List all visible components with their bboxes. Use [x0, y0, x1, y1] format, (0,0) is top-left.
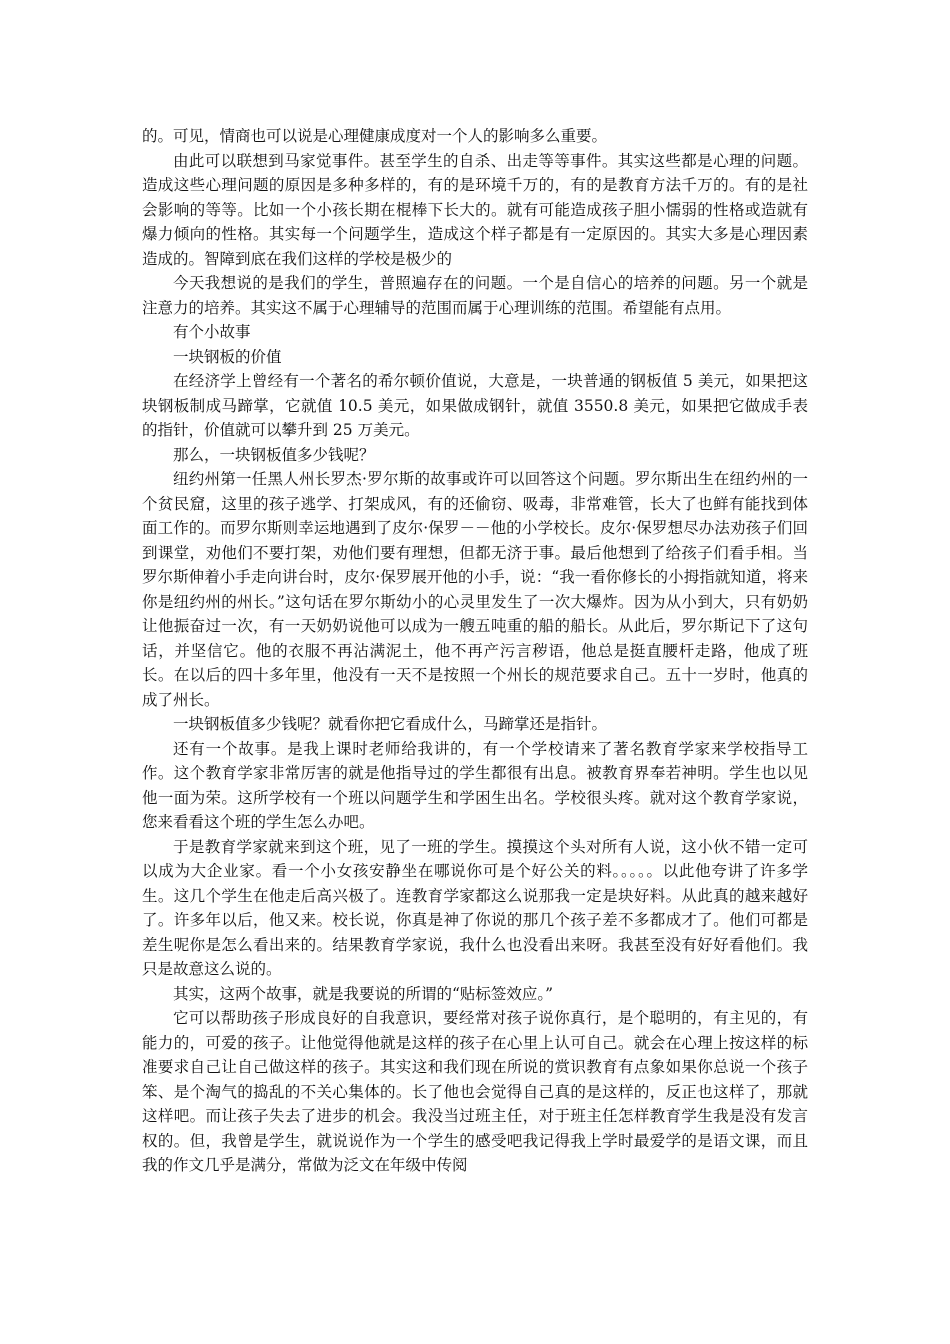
paragraph: 那么，一块钢板值多少钱呢？ [173, 445, 375, 464]
story-heading: 有个小故事 [173, 323, 251, 341]
paragraph: 今天我想说的是我们的学生，普照遍存在的问题。一个是自信心的培养的问题。另一个就是注意力的培养。其实这不属于心理辅导的范围而属于心理训练的范围。希望能有点用。 [142, 274, 808, 317]
paragraph: 由此可以联想到马家觉事件。甚至学生的自杀、出走等等事件。其实这些都是心理的问题。造成这些心理问题的原因是多种多样的，有的是环境千万的，有的是教育方法千万的。有的是社会影响的等等。比如一个小孩长期在棍棒下长大的。就有可能造成孩子胆小懦弱的性格或造就有爆力倾向的性格。其实每一个问题学生，造成这个样子都是有一定原因的。其实大多是心理因素造成的。智障到底在我们这样的学校是极少的 [142, 151, 808, 268]
paragraph: 还有一个故事。是我上课时老师给我讲的，有一个学校请来了著名教育学家来学校指导工作。这个教育学家非常厉害的就是他指导过的学生都很有出息。被教育界奉若神明。学生也以见他一面为荣。这所学校有一个班以问题学生和学困生出名。学校很头疼。就对这个教育学家说，您来看看这个班的学生怎么办吧。 [142, 739, 808, 831]
paragraph: 的。可见，情商也可以说是心理健康成度对一个人的影响多么重要。 [142, 127, 608, 145]
paragraph: 一块钢板值多少钱呢？就看你把它看成什么，马蹄掌还是指针。 [173, 715, 608, 733]
document-body [142, 124, 808, 1178]
paragraph: 它可以帮助孩子形成良好的自我意识，要经常对孩子说你真行，是个聪明的，有主见的，有能力的，可爱的孩子。让他觉得他就是这样的孩子在心里上认可自己。就会在心理上按这样的标准要求自己让自己做这样的孩子。其实这和我们现在所说的赏识教育有点象如果你总说一个孩子笨、是个淘气的捣乱的不关心集体的。长了他也会觉得自己真的是这样的，反正也这样了，那就这样吧。而让孩子失去了进步的机会。我没当过班主任，对于班主任怎样教育学生我是没有发言权的。但，我曾是学生，就说说作为一个学生的感受吧我记得我上学时最爱学的是语文课，而且我的作文几乎是满分，常做为泛文在年级中传阅 [142, 1009, 808, 1174]
story-title: 一块钢板的价值 [173, 347, 282, 366]
paragraph: 于是教育学家就来到这个班，见了一班的学生。摸摸这个头对所有人说，这小伙不错一定可以成为大企业家。看一个小女孩安静坐在哪说你可是个好公关的料。。。。。以此他夸讲了许多学生。这几个学生在他走后高兴极了。连教育学家都这么说那我一定是块好料。从此真的越来越好了。许多年以后，他又来。校长说，你真是神了你说的那几个孩子差不多都成才了。他们可都是差生呢你是怎么看出来的。结果教育学家说，我什么也没看出来呀。我甚至没有好好看他们。我只是故意这么说的。 [142, 837, 808, 978]
paragraph: 其实，这两个故事，就是我要说的所谓的“贴标签效应。” [173, 984, 554, 1003]
paragraph: 在经济学上曾经有一个著名的希尔顿价值说，大意是，一块普通的钢板值 5 美元，如果把这块钢板制成马蹄掌，它就值 10.5 美元，如果做成钢针，就值 3550.8 美元，如果把它做成手表的指针，价值就可以攀升到 25 万美元。 [142, 372, 808, 439]
paragraph: 纽约州第一任黑人州长罗杰·罗尔斯的故事或许可以回答这个问题。罗尔斯出生在纽约州的一个贫民窟，这里的孩子逃学、打架成风，有的还偷窃、吸毒，非常难管，长大了也鲜有能找到体面工作的。而罗尔斯则幸运地遇到了皮尔·保罗－－他的小学校长。皮尔·保罗想尽办法劝孩子们回到课堂，劝他们不要打架，劝他们要有理想，但都无济于事。最后他想到了给孩子们看手相。当罗尔斯伸着小手走向讲台时，皮尔·保罗展开他的小手，说：“我一看你修长的小拇指就知道，将来你是纽约州的州长。”这句话在罗尔斯幼小的心灵里发生了一次大爆炸。因为从小到大，只有奶奶让他振奋过一次，有一天奶奶说他可以成为一艘五吨重的船的船长。从此后，罗尔斯记下了这句话，并坚信它。他的衣服不再沾满泥土，他不再产污言秽语，他总是挺直腰杆走路，他成了班长。在以后的四十多年里，他没有一天不是按照一个州长的规范要求自己。五十一岁时，他真的成了州长。 [142, 470, 808, 709]
